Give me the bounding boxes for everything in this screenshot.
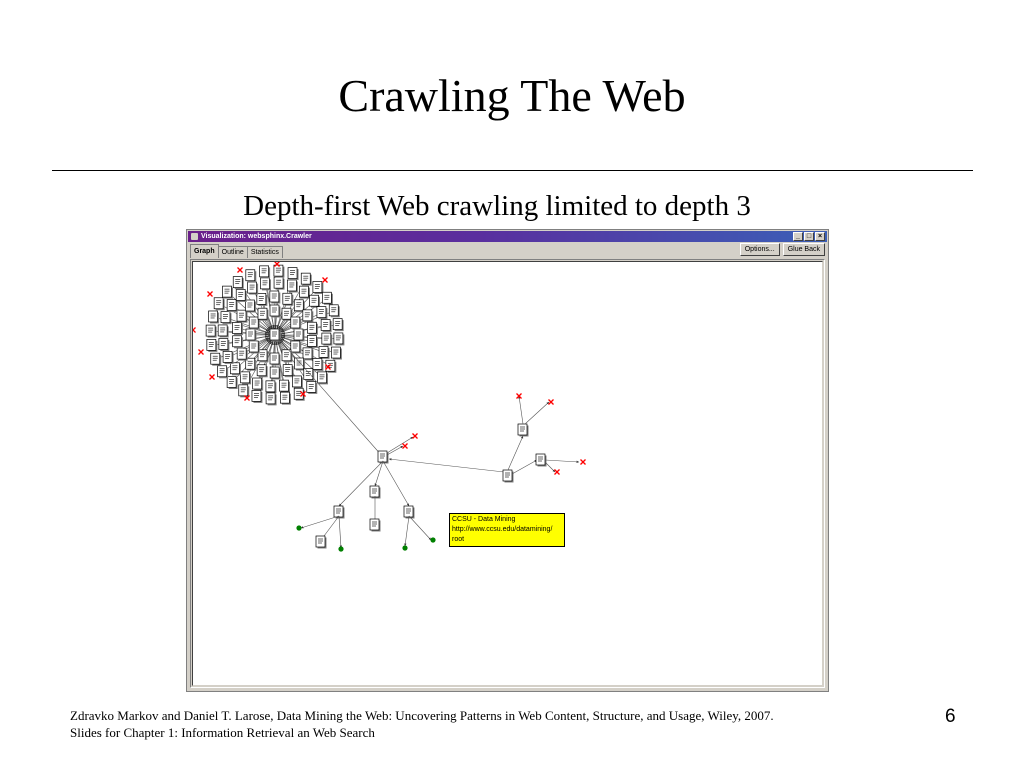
page-node[interactable]: [292, 376, 303, 389]
page-node[interactable]: [233, 277, 244, 290]
red-x-icon: [323, 278, 328, 283]
page-node[interactable]: [209, 311, 220, 324]
page-node[interactable]: [218, 366, 229, 379]
page-node[interactable]: [245, 300, 256, 313]
page-node[interactable]: [257, 293, 268, 306]
page-node[interactable]: [214, 298, 225, 311]
page-node[interactable]: [313, 358, 324, 371]
page-node[interactable]: [211, 353, 222, 366]
page-node[interactable]: [318, 372, 329, 385]
page-node[interactable]: [331, 347, 342, 360]
crawler-window: [186, 229, 829, 692]
page-node[interactable]: [239, 385, 250, 398]
page-node[interactable]: [307, 335, 318, 348]
page-node[interactable]: [283, 365, 294, 378]
page-node[interactable]: [321, 320, 332, 333]
page-node[interactable]: [218, 325, 229, 338]
page-node[interactable]: [249, 341, 260, 354]
page-node[interactable]: [307, 322, 318, 335]
page-node[interactable]: [270, 305, 281, 318]
green-dot-icon[interactable]: [402, 545, 407, 550]
page-node[interactable]: [270, 329, 281, 342]
page-node[interactable]: [503, 470, 514, 483]
minimize-button[interactable]: _: [793, 232, 803, 241]
red-x-icon: [549, 400, 554, 405]
graph-canvas[interactable]: [192, 261, 823, 686]
page-number: 6: [945, 706, 956, 727]
tab-statistics[interactable]: Statistics: [247, 246, 283, 258]
tab-graph[interactable]: Graph: [190, 244, 219, 258]
page-node[interactable]: [237, 310, 248, 323]
page-node[interactable]: [266, 393, 277, 406]
page-node[interactable]: [236, 289, 247, 302]
page-node[interactable]: [287, 280, 298, 293]
page-node[interactable]: [310, 295, 321, 308]
page-node[interactable]: [270, 353, 281, 366]
page-node[interactable]: [274, 265, 285, 278]
page-node[interactable]: [241, 372, 252, 385]
red-x-icon: [199, 350, 204, 355]
crawl-graph[interactable]: [193, 262, 823, 686]
tooltip-label: root: [452, 536, 465, 543]
page-node[interactable]: [207, 339, 218, 352]
green-dot-icon[interactable]: [430, 537, 435, 542]
tab-outline[interactable]: Outline: [218, 246, 248, 258]
page-node[interactable]: [303, 310, 314, 323]
green-dot-icon[interactable]: [338, 546, 343, 551]
window-title: Visualization: websphinx.Crawler: [201, 233, 312, 240]
page-node[interactable]: [233, 336, 244, 349]
footer-citation: Zdravko Markov and Daniel T. Larose, Data Mining the Web: Uncovering Patterns in Web Content, Structure, and Usage, Wiley, 2007.: [70, 708, 774, 723]
node-tooltip: [449, 513, 565, 547]
page-node[interactable]: [227, 300, 238, 313]
page-node[interactable]: [303, 348, 314, 361]
glue-back-button[interactable]: Glue Back: [783, 243, 825, 256]
page-node[interactable]: [334, 333, 345, 346]
page-node[interactable]: [248, 282, 259, 295]
page-node[interactable]: [270, 291, 281, 304]
page-node[interactable]: [322, 292, 333, 305]
slide-subtitle: Depth-first Web crawling limited to depth 3: [243, 190, 751, 222]
page-node[interactable]: [316, 536, 327, 549]
page-node[interactable]: [266, 381, 277, 394]
page-node[interactable]: [261, 278, 272, 291]
red-x-icon: [210, 375, 215, 380]
page-node[interactable]: [319, 346, 330, 359]
page-node[interactable]: [223, 351, 234, 364]
page-node[interactable]: [322, 333, 333, 346]
tooltip-title: CCSU - Data Mining: [452, 516, 516, 523]
page-node[interactable]: [246, 270, 257, 283]
page-node[interactable]: [329, 305, 340, 318]
page-node[interactable]: [219, 338, 230, 351]
page-node[interactable]: [206, 325, 216, 338]
page-node[interactable]: [270, 367, 281, 380]
green-dot-icon[interactable]: [296, 525, 301, 530]
page-node[interactable]: [253, 378, 264, 391]
page-node[interactable]: [307, 381, 318, 394]
tooltip-url: http://www.ccsu.edu/datamining/: [452, 526, 553, 533]
page-node[interactable]: [258, 308, 269, 321]
page-node[interactable]: [237, 348, 248, 361]
options-button[interactable]: Options...: [740, 243, 780, 256]
close-button[interactable]: ×: [815, 232, 825, 241]
page-node[interactable]: [221, 312, 232, 325]
page-node[interactable]: [260, 266, 271, 279]
page-node[interactable]: [252, 390, 263, 403]
red-x-icon: [403, 444, 408, 449]
red-x-icon: [581, 460, 586, 465]
page-node[interactable]: [301, 273, 312, 286]
page-node[interactable]: [518, 424, 529, 437]
java-cup-icon: [191, 233, 198, 240]
red-x-icon: [193, 328, 196, 333]
page-node[interactable]: [313, 281, 324, 294]
graph-panel-frame: [190, 259, 825, 688]
page-node[interactable]: [246, 329, 257, 342]
slide-footer: [70, 707, 774, 741]
page-node[interactable]: [536, 454, 547, 467]
page-node[interactable]: [274, 277, 285, 290]
window-titlebar[interactable]: [188, 231, 827, 242]
red-x-icon: [555, 470, 560, 475]
page-node[interactable]: [294, 329, 305, 342]
page-node[interactable]: [283, 293, 294, 306]
page-node[interactable]: [257, 365, 268, 378]
red-x-icon: [413, 434, 418, 439]
page-node[interactable]: [333, 319, 344, 332]
window-toolbar: [740, 243, 825, 256]
red-x-icon: [238, 268, 243, 273]
page-node[interactable]: [222, 286, 233, 299]
page-node[interactable]: [288, 268, 299, 281]
title-divider: [52, 170, 973, 171]
tab-bar: [190, 244, 282, 258]
red-x-icon: [208, 292, 213, 297]
page-node[interactable]: [233, 323, 244, 336]
page-node[interactable]: [299, 286, 310, 299]
page-node[interactable]: [291, 317, 302, 330]
page-node[interactable]: [280, 392, 291, 405]
window-controls: [793, 232, 825, 241]
page-node[interactable]: [317, 307, 328, 320]
page-node[interactable]: [227, 377, 238, 390]
page-node[interactable]: [304, 369, 315, 382]
slide-title: Crawling The Web: [338, 70, 686, 121]
maximize-button[interactable]: □: [804, 232, 814, 241]
page-node[interactable]: [230, 363, 241, 376]
footer-chapter: Slides for Chapter 1: Information Retrieval an Web Search: [70, 725, 375, 740]
page-node[interactable]: [370, 519, 381, 532]
page-node[interactable]: [279, 380, 290, 393]
page-node[interactable]: [282, 350, 293, 363]
